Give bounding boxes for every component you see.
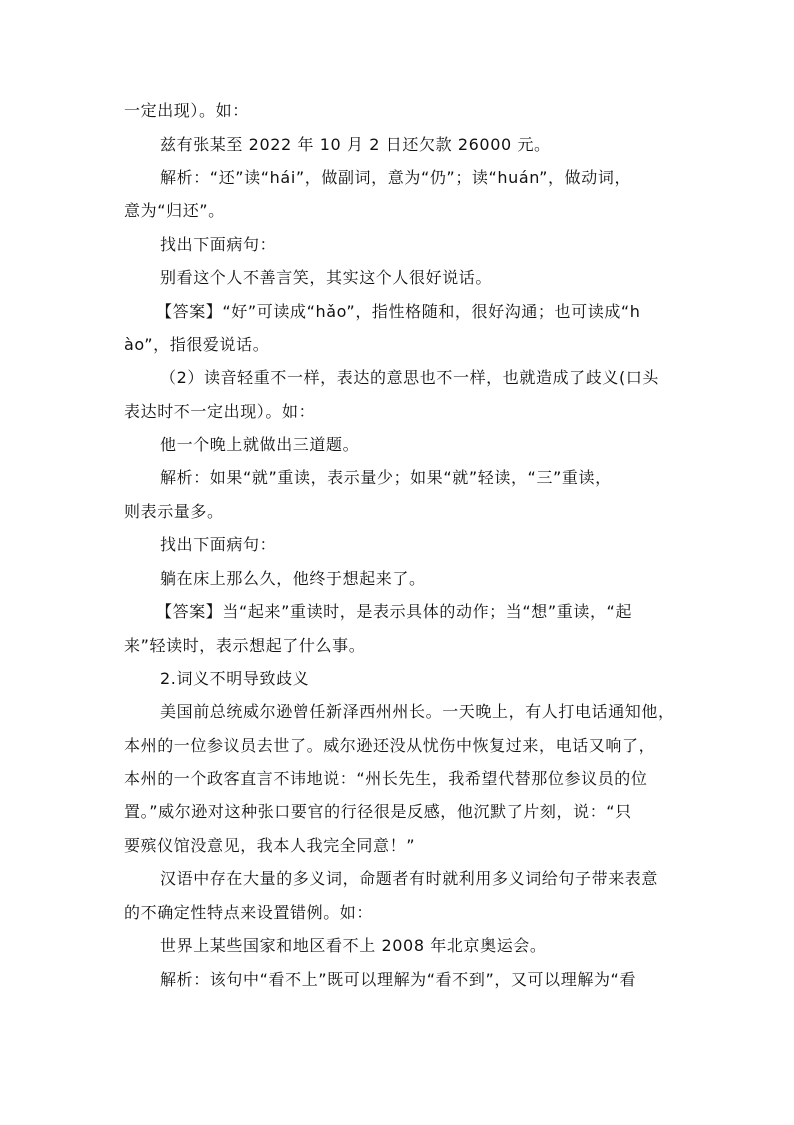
text-line: 要殡仪馆没意见，我本人我完全同意！” [124, 836, 416, 855]
text-line: 【答案】“好”可读成“hǎo”，指性格随和，很好沟通；也可读成“h [156, 302, 641, 321]
text-line: 世界上某些国家和地区看不上 2008 年北京奥运会。 [160, 936, 547, 955]
text-line: 汉语中存在大量的多义词，命题者有时就利用多义词给句子带来表意 [160, 869, 659, 888]
text-line: 则表示量多。 [124, 502, 224, 521]
text-line: （2）读音轻重不一样，表达的意思也不一样，也就造成了歧义(口头 [160, 368, 660, 387]
text-line: 兹有张某至 2022 年 10 月 2 日还欠款 26000 元。 [160, 135, 551, 154]
text-line: 找出下面病句： [160, 535, 277, 554]
text-line: 解析：如果“就”重读，表示量少；如果“就”轻读，“三”重读， [160, 468, 612, 487]
text-line: 的不确定性特点来设置错例。如： [124, 903, 374, 922]
text-line: 来”轻读时，表示想起了什么事。 [124, 636, 366, 655]
text-line: 意为“归还”。 [124, 201, 225, 220]
text-line: 别看这个人不善言笑，其实这个人很好说话。 [160, 268, 493, 287]
text-line: 躺在床上那么久，他终于想起来了。 [160, 569, 426, 588]
text-line: ào”，指很爱说话。 [124, 335, 270, 354]
text-line: 解析：“还”读“hái”，做副词，意为“仍”；读“huán”，做动词， [160, 168, 632, 187]
section-heading: 2.词义不明导致歧义 [160, 669, 310, 688]
text-line: 找出下面病句： [160, 235, 277, 254]
text-line: 本州的一个政客直言不讳地说：“州长先生，我希望代替那位参议员的位 [124, 769, 648, 788]
text-line: 【答案】当“起来”重读时，是表示具体的动作；当“想”重读，“起 [156, 602, 633, 621]
text-line: 一定出现）。如： [124, 101, 249, 120]
text-line: 置。”威尔逊对这种张口要官的行径很是反感，他沉默了片刻，说：“只 [124, 802, 632, 821]
text-line: 他一个晚上就做出三道题。 [160, 435, 360, 454]
text-line: 表达时不一定出现）。如： [124, 402, 316, 421]
text-line: 美国前总统威尔逊曾任新泽西州州长。一天晚上，有人打电话通知他， [160, 702, 675, 721]
text-line: 解析：该句中“看不上”既可以理解为“看不到”，又可以理解为“看 [160, 970, 637, 989]
text-line: 本州的一位参议员去世了。威尔逊还没从忧伤中恢复过来，电话又响了， [124, 736, 656, 755]
